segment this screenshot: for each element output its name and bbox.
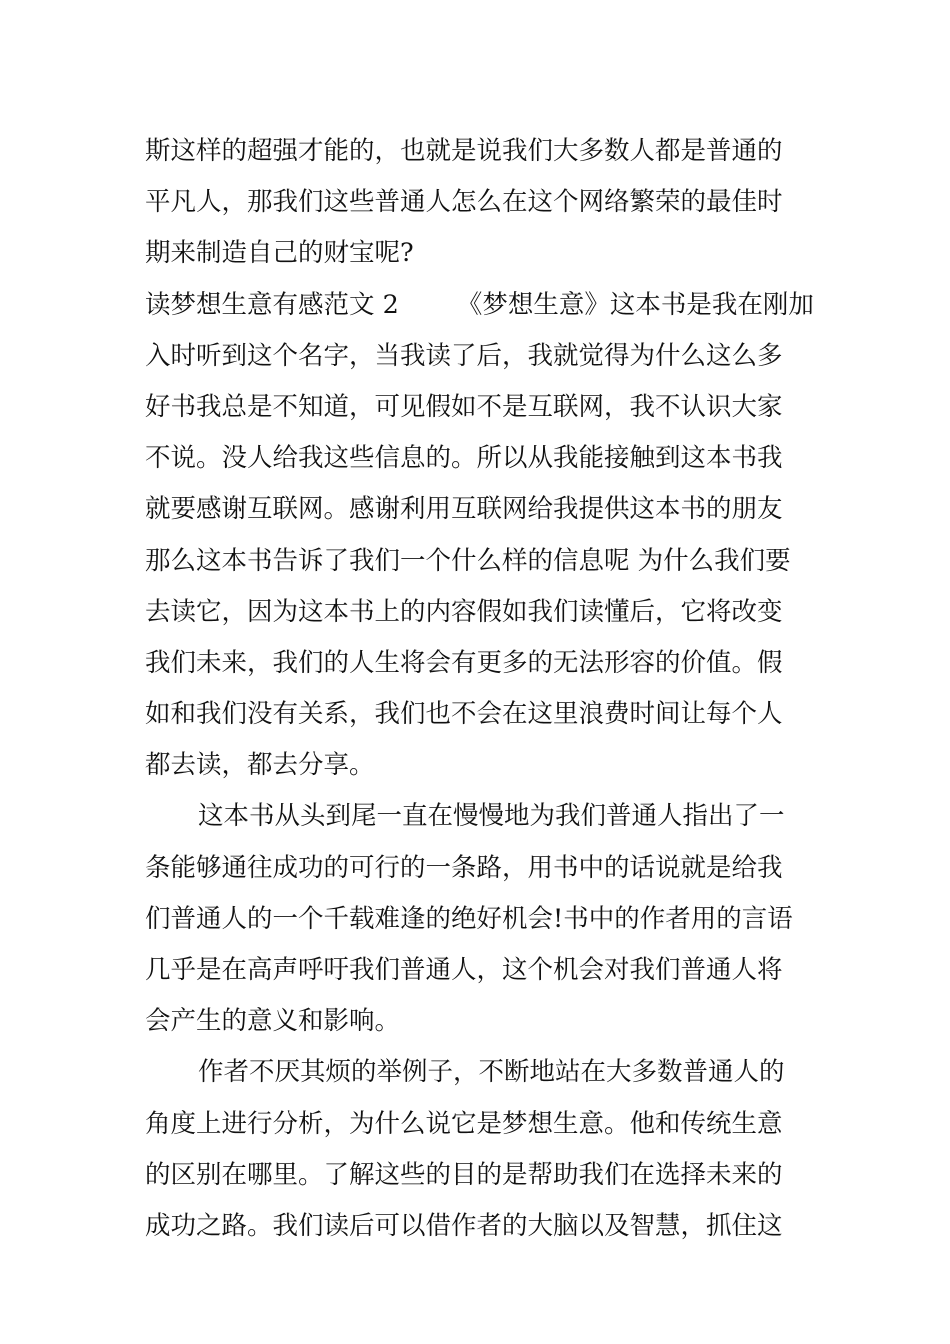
text-line: 入时听到这个名字，当我读了后，我就觉得为什么这么多	[145, 340, 783, 371]
text-line: 角度上进行分析，为什么说它是梦想生意。他和传统生意	[145, 1108, 783, 1139]
text-line: 好书我总是不知道，可见假如不是互联网，我不认识大家	[145, 391, 783, 422]
text-line: 期来制造自己的财宝呢?	[145, 238, 414, 269]
text-line: 如和我们没有关系，我们也不会在这里浪费时间让每个人	[145, 699, 783, 730]
heading-line-text: 《梦想生意》这本书是我在刚加	[456, 289, 814, 320]
heading-line	[145, 280, 815, 331]
paragraph-first-line: 这本书从头到尾一直在慢慢地为我们普通人指出了一	[198, 801, 785, 832]
text-line: 我们未来，我们的人生将会有更多的无法形容的价值。假	[145, 647, 783, 678]
text-line: 们普通人的一个千载难逢的绝好机会!书中的作者用的言语	[145, 903, 793, 934]
text-line: 就要感谢互联网。感谢利用互联网给我提供这本书的朋友	[145, 494, 783, 525]
text-line: 那么这本书告诉了我们一个什么样的信息呢 为什么我们要	[145, 545, 791, 576]
text-line: 不说。没人给我这些信息的。所以从我能接触到这本书我	[145, 443, 783, 474]
text-line: 成功之路。我们读后可以借作者的大脑以及智慧，抓住这	[145, 1210, 783, 1241]
text-line: 的区别在哪里。了解这些的目的是帮助我们在选择未来的	[145, 1159, 783, 1190]
document-body	[145, 126, 815, 1252]
text-line: 会产生的意义和影响。	[145, 1006, 401, 1037]
text-line: 都去读，都去分享。	[145, 750, 375, 781]
text-line: 几乎是在高声呼吁我们普通人，这个机会对我们普通人将	[145, 955, 783, 985]
paragraph-first-line: 作者不厌其烦的举例子，不断地站在大多数普通人的	[198, 1057, 785, 1088]
section-heading: 读梦想生意有感范文 2	[145, 289, 399, 320]
text-line: 斯这样的超强才能的，也就是说我们大多数人都是普通的	[145, 136, 783, 166]
text-line: 平凡人，那我们这些普通人怎么在这个网络繁荣的最佳时	[145, 187, 783, 218]
text-line: 条能够通往成功的可行的一条路，用书中的话说就是给我	[145, 852, 783, 883]
text-line: 去读它，因为这本书上的内容假如我们读懂后，它将改变	[145, 596, 783, 627]
